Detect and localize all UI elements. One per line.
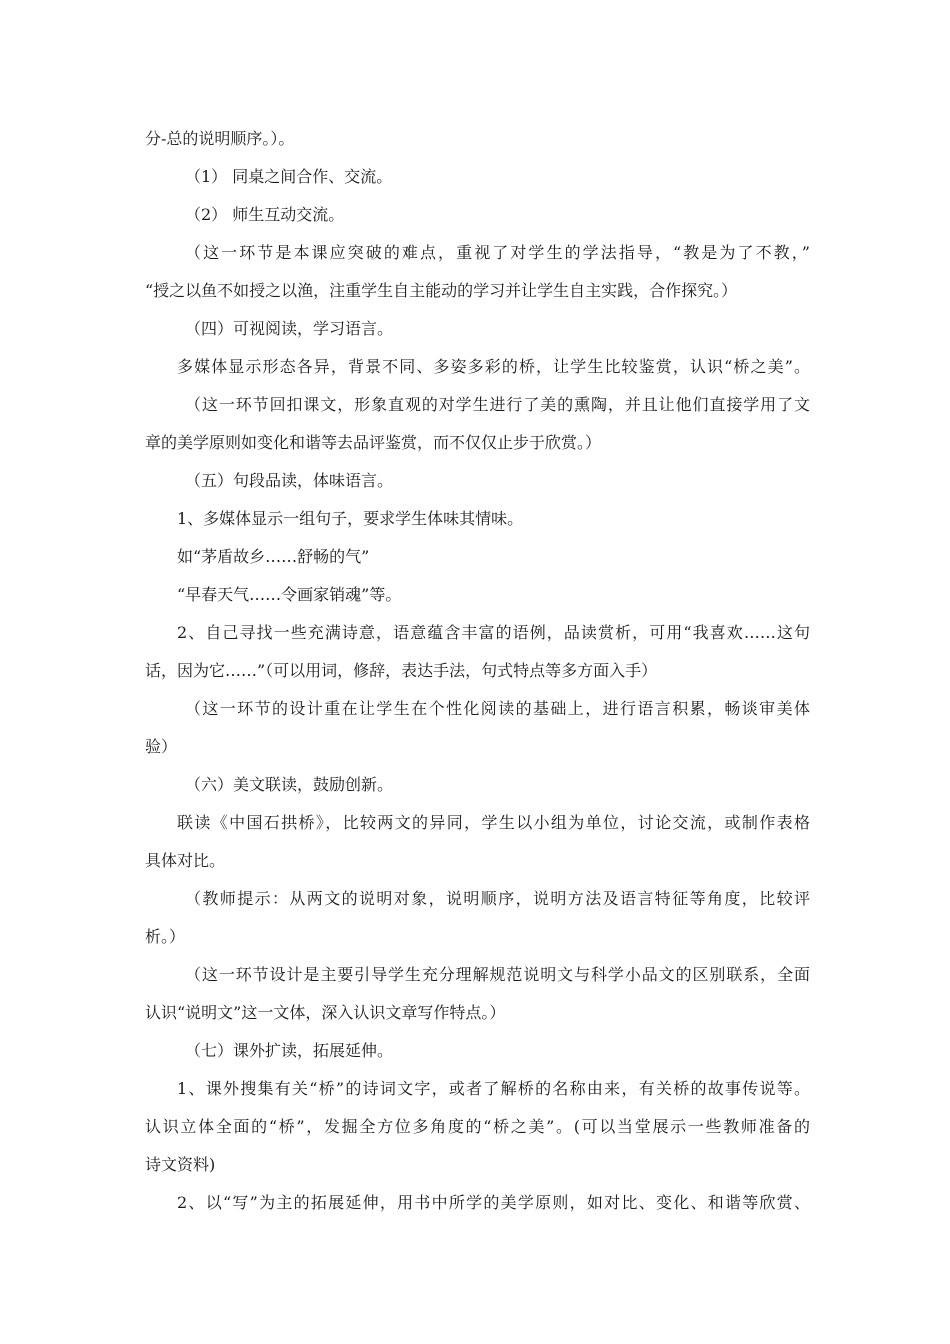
text-line: （教师提示：从两文的说明对象，说明顺序，说明方法及语言特征等角度，比较评 [185,889,810,908]
text-line: 章的美学原则如变化和谐等去品评鉴赏，而不仅仅止步于欣赏。） [145,433,602,452]
text-line: 认识“说明文”这一文体，深入认识文章写作特点。） [145,1003,506,1022]
text-line: “授之以鱼不如授之以渔，注重学生自主能动的学习并让学生自主实践，合作探究。） [145,281,738,300]
section-heading: （五）句段品读，体味语言。 [185,471,394,490]
text-line: 具体对比。 [145,851,226,870]
text-line: 1、多媒体显示一组句子，要求学生体味其情味。 [177,509,524,528]
section-heading: （六）美文联读，鼓励创新。 [185,775,394,794]
text-line: 诗文资料) [145,1155,216,1174]
text-line: 如“茅盾故乡……舒畅的气” [177,547,370,566]
text-line: 验） [145,737,178,756]
text-line: （2） 师生互动交流。 [185,205,345,224]
text-line: （这一环节的设计重在让学生在个性化阅读的基础上，进行语言积累，畅谈审美体 [185,699,810,718]
text-line: 2、以“写”为主的拓展延伸，用书中所学的美学原则，如对比、变化、和谐等欣赏、 [177,1193,810,1212]
text-line: “早春天气……令画家销魂”等。 [177,585,402,604]
section-heading: （七）课外扩读，拓展延伸。 [185,1041,394,1060]
text-line: 1、课外搜集有关“桥”的诗词文字，或者了解桥的名称由来，有关桥的故事传说等。 [177,1079,810,1098]
text-line: （1） 同桌之间合作、交流。 [185,167,393,186]
text-line: 多媒体显示形态各异，背景不同、多姿多彩的桥，让学生比较鉴赏，认识“桥之美”。 [177,357,810,376]
text-line: （这一环节设计是主要引导学生充分理解规范说明文与科学小品文的区别联系，全面 [185,965,810,984]
text-line: 认识立体全面的“桥”，发掘全方位多角度的“桥之美”。(可以当堂展示一些教师准备的 [145,1117,810,1136]
text-line: 联读《中国石拱桥》，比较两文的异同，学生以小组为单位，讨论交流，或制作表格 [177,813,810,832]
section-heading: （四）可视阅读，学习语言。 [185,319,394,338]
document-page [145,120,810,1222]
text-line: 话，因为它……”（可以用词，修辞，表达手法，句式特点等多方面入手） [145,661,658,680]
text-line: （这一环节回扣课文，形象直观的对学生进行了美的熏陶，并且让他们直接学用了文 [185,395,810,414]
text-line: 2、自己寻找一些充满诗意，语意蕴含丰富的语例，品读赏析，可用“我喜欢……这句 [177,623,810,642]
text-line: （这一环节是本课应突破的难点，重视了对学生的学法指导，“教是为了不教，” [185,243,810,262]
text-line: 析。） [145,927,186,946]
text-line: 分-总的说明顺序。）。 [145,129,295,148]
